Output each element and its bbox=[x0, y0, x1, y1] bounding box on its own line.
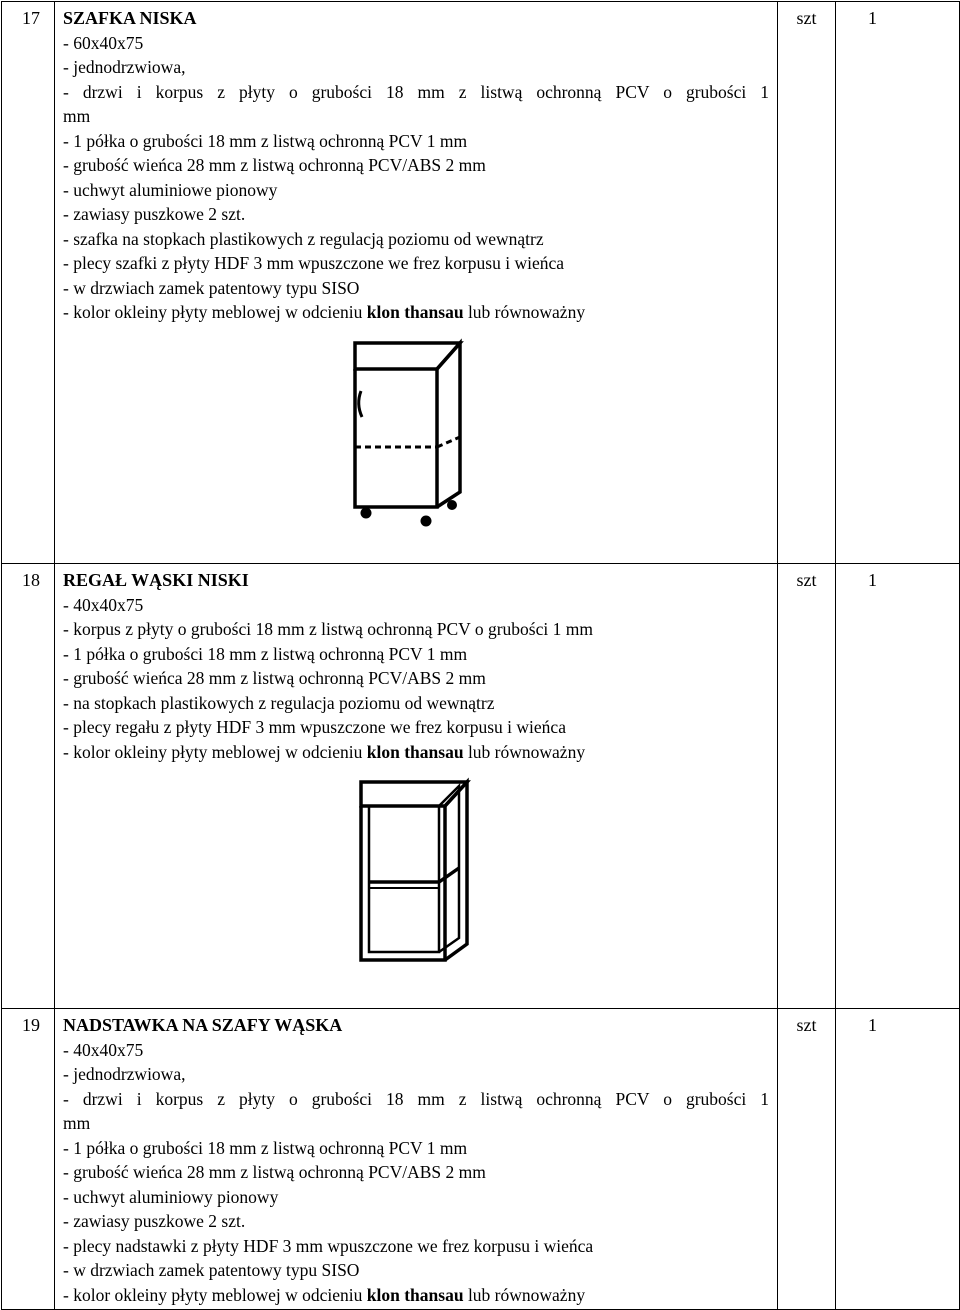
color-line bbox=[63, 300, 769, 325]
spec-line: - uchwyt aluminiowy pionowy bbox=[63, 1186, 279, 1207]
color-prefix: - kolor okleiny płyty meblowej w odcieniu bbox=[63, 741, 363, 762]
color-prefix: - kolor okleiny płyty meblowej w odcieniu bbox=[63, 1284, 363, 1305]
spec-line: - grubość wieńca 28 mm z listwą ochronną PCV/ABS 2 mm bbox=[63, 668, 486, 688]
spec-line: mm bbox=[63, 1113, 91, 1133]
spec-line: - w drzwiach zamek patentowy typu SISO bbox=[63, 277, 360, 298]
color-prefix: - kolor okleiny płyty meblowej w odcieniu bbox=[63, 302, 363, 322]
spec-line: - plecy szafki z płyty HDF 3 mm wpuszczone we frez korpusu i wieńca bbox=[63, 253, 565, 273]
color-suffix: lub równoważny bbox=[467, 302, 586, 322]
spec-line: - grubość wieńca 28 mm z listwą ochronną PCV/ABS 2 mm bbox=[63, 155, 486, 175]
spec-line: mm bbox=[63, 106, 91, 126]
color-name: klon thansau bbox=[366, 741, 464, 762]
color-name: klon thansau bbox=[366, 1284, 464, 1305]
specification-table bbox=[1, 1, 960, 1310]
color-suffix: lub równoważny bbox=[467, 1284, 586, 1305]
quantity: 1 bbox=[836, 2, 960, 564]
spec-line: - szafka na stopkach plastikowych z regulacją poziomu od wewnątrz bbox=[63, 228, 544, 249]
item-title: REGAŁ WĄSKI NISKI bbox=[63, 570, 249, 590]
color-suffix: lub równoważny bbox=[467, 741, 586, 762]
quantity: 1 bbox=[836, 1009, 960, 1310]
spec-line: - 40x40x75 bbox=[63, 594, 144, 615]
item-title: SZAFKA NISKA bbox=[63, 8, 197, 28]
table-row bbox=[2, 2, 960, 564]
spec-line: - jednodrzwiowa, bbox=[63, 57, 186, 77]
item-description bbox=[55, 2, 778, 564]
color-line bbox=[63, 1283, 769, 1308]
spec-line: - drzwi i korpus z płyty o grubości 18 mm z listwą ochronną PCV o grubości 1 bbox=[63, 1088, 769, 1109]
item-description bbox=[55, 1009, 778, 1310]
quantity: 1 bbox=[836, 564, 960, 1009]
spec-line: - plecy nadstawki z płyty HDF 3 mm wpuszczone we frez korpusu i wieńca bbox=[63, 1235, 594, 1256]
cabinet-with-door-drawing bbox=[63, 329, 783, 529]
open-shelf-drawing bbox=[63, 772, 783, 972]
item-number: 19 bbox=[2, 1009, 55, 1310]
color-name: klon thansau bbox=[366, 302, 464, 322]
spec-line: - na stopkach plastikowych z regulacja poziomu od wewnątrz bbox=[63, 692, 495, 713]
table-row bbox=[2, 1009, 960, 1310]
table-row bbox=[2, 564, 960, 1009]
spec-line: - drzwi i korpus z płyty o grubości 18 mm z listwą ochronną PCV o grubości 1 bbox=[63, 81, 769, 102]
unit: szt bbox=[778, 564, 836, 1009]
spec-line: - w drzwiach zamek patentowy typu SISO bbox=[63, 1260, 360, 1280]
spec-line: - plecy regału z płyty HDF 3 mm wpuszczone we frez korpusu i wieńca bbox=[63, 717, 566, 737]
spec-line: - zawiasy puszkowe 2 szt. bbox=[63, 204, 246, 224]
spec-line: - 1 półka o grubości 18 mm z listwą ochronną PCV 1 mm bbox=[63, 643, 468, 664]
spec-line: - 60x40x75 bbox=[63, 32, 144, 53]
spec-line: - jednodrzwiowa, bbox=[63, 1064, 186, 1084]
spec-line: - uchwyt aluminiowe pionowy bbox=[63, 179, 278, 200]
unit: szt bbox=[778, 2, 836, 564]
spec-line: - grubość wieńca 28 mm z listwą ochronną PCV/ABS 2 mm bbox=[63, 1162, 486, 1182]
item-description bbox=[55, 564, 778, 1009]
color-line bbox=[63, 740, 769, 765]
spec-line: - 1 półka o grubości 18 mm z listwą ochronną PCV 1 mm bbox=[63, 130, 468, 151]
spec-line: - zawiasy puszkowe 2 szt. bbox=[63, 1211, 246, 1231]
spec-line: - 1 półka o grubości 18 mm z listwą ochronną PCV 1 mm bbox=[63, 1137, 468, 1158]
item-title: NADSTAWKA NA SZAFY WĄSKA bbox=[63, 1015, 343, 1035]
unit: szt bbox=[778, 1009, 836, 1310]
spec-line: - korpus z płyty o grubości 18 mm z listwą ochronną PCV o grubości 1 mm bbox=[63, 619, 593, 639]
spec-line: - 40x40x75 bbox=[63, 1039, 144, 1060]
item-number: 17 bbox=[2, 2, 55, 564]
item-number: 18 bbox=[2, 564, 55, 1009]
